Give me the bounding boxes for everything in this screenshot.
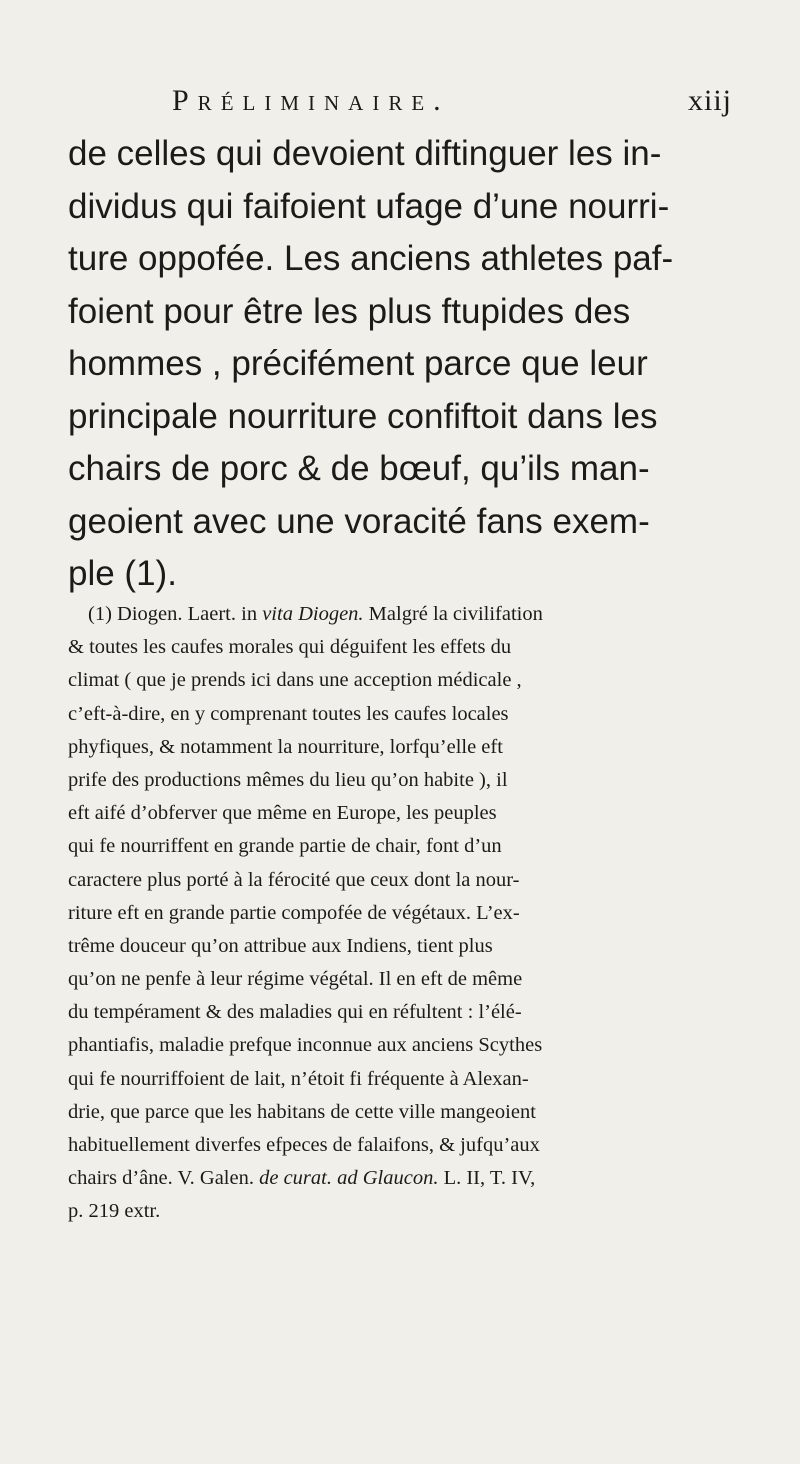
- footnote-line: qu’on ne penfe à leur régime végétal. Il en eft de même: [68, 968, 523, 991]
- footnote-line: qui fe nourriffent en grande partie de chair, font d’un: [68, 835, 502, 858]
- footnote: [68, 598, 736, 1229]
- text-line: chairs de porc & de bœuf, qu’ils man-: [68, 449, 650, 488]
- footnote-line: habituellement diverfes efpeces de falaifons, & jufqu’aux: [68, 1134, 540, 1156]
- footnote-citation-line: [68, 1162, 736, 1195]
- text-line: geoient avec une voracité fans exem-: [68, 501, 650, 541]
- footnote-line: p. 219 extr.: [68, 1200, 161, 1223]
- footnote-line: climat ( que je prends ici dans une acception médicale ,: [68, 669, 522, 692]
- citation-location: L. II, T. IV,: [438, 1167, 536, 1190]
- running-title: Préliminaire.: [172, 84, 450, 117]
- footnote-line: eft aifé d’obferver que même en Europe, les peuples: [68, 802, 497, 825]
- footnote-line: phantiafis, maladie prefque inconnue aux anciens Scythes: [68, 1034, 543, 1057]
- footnote-line: riture eft en grande partie compofée de végétaux. L’ex-: [68, 901, 520, 924]
- footnote-first-line: [68, 598, 736, 631]
- footnote-marker: (1): [88, 603, 112, 625]
- text-line: de celles qui devoient diftinguer les in-: [68, 134, 662, 173]
- footnote-line: trême douceur qu’on attribue aux Indiens, tient plus: [68, 934, 493, 957]
- footnote-line: caractere plus porté à la férocité que ceux dont la nour-: [68, 868, 520, 891]
- page-number: xiij: [687, 84, 732, 117]
- footnote-line: du tempérament & des maladies qui en réfultent : l’élé-: [68, 1001, 522, 1024]
- citation-title: de curat. ad Glaucon.: [259, 1167, 439, 1190]
- footnote-line: c’eft-à-dire, en y comprenant toutes les caufes locales: [68, 702, 509, 725]
- text-line: foient pour être les plus ftupides des: [68, 291, 631, 331]
- footnote-text: chairs d’âne. V. Galen.: [68, 1167, 260, 1190]
- footnote-line: phyfiques, & notamment la nourriture, lorfqu’elle eft: [68, 735, 503, 758]
- footnote-line: & toutes les caufes morales qui déguifent les effets du: [68, 636, 512, 659]
- footnote-reference: Diogen. Laert. in: [111, 603, 263, 625]
- text-line: dividus qui faifoient ufage d’une nourri-: [68, 186, 670, 226]
- running-head: [172, 84, 732, 124]
- footnote-reference-title: vita Diogen.: [262, 603, 364, 625]
- text-line: ture oppofée. Les anciens athletes paf-: [68, 239, 674, 278]
- footnote-line: prife des productions mêmes du lieu qu’on habite ), il: [68, 768, 508, 791]
- main-paragraph: [68, 128, 728, 601]
- text-line: principale nourriture confiftoit dans les: [68, 396, 658, 436]
- footnote-text: Malgré la civilifation: [363, 603, 543, 625]
- text-line: ple (1).: [68, 554, 177, 593]
- footnote-line: qui fe nourriffoient de lait, n’étoit fi fréquente à Alexan-: [68, 1067, 529, 1090]
- text-line: hommes , précifément parce que leur: [68, 344, 648, 383]
- footnote-line: drie, que parce que les habitans de cette ville mangeoient: [68, 1100, 536, 1123]
